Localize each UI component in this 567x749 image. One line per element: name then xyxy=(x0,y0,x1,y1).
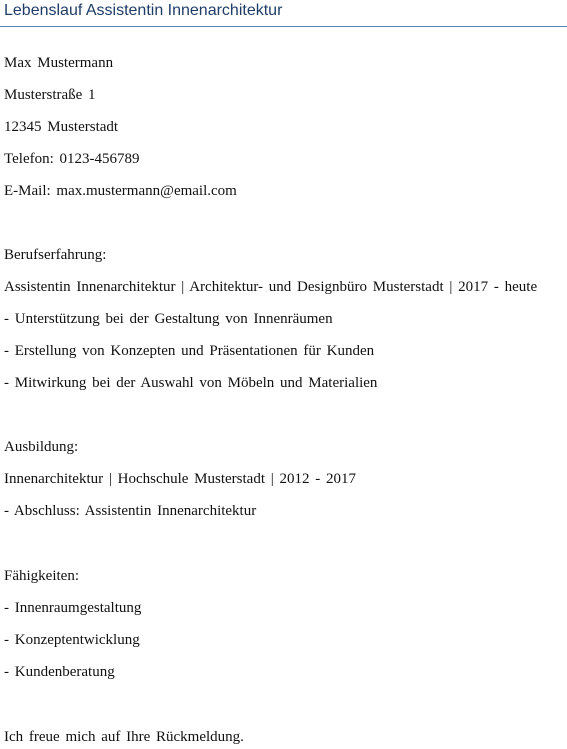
document-title: Lebenslauf Assistentin Innenarchitektur xyxy=(4,2,283,19)
experience-item: - Unterstützung bei der Gestaltung von Innenräumen xyxy=(4,311,333,327)
skill-item: - Kundenberatung xyxy=(4,664,115,680)
skill-item: - Konzeptentwicklung xyxy=(4,632,140,648)
experience-position: Assistentin Innenarchitektur | Architektur- und Designbüro Musterstadt | 2017 - heute xyxy=(4,279,538,295)
education-heading: Ausbildung: xyxy=(4,439,79,455)
contact-name: Max Mustermann xyxy=(4,55,114,71)
education-item: - Abschluss: Assistentin Innenarchitektur xyxy=(4,503,257,519)
closing-text: Ich freue mich auf Ihre Rückmeldung. xyxy=(4,729,244,745)
skills-heading: Fähigkeiten: xyxy=(4,568,79,584)
skill-item: - Innenraumgestaltung xyxy=(4,600,142,616)
experience-item: - Erstellung von Konzepten und Präsentationen für Kunden xyxy=(4,343,375,359)
experience-item: - Mitwirkung bei der Auswahl von Möbeln und Materialien xyxy=(4,375,378,391)
contact-email: E-Mail: max.mustermann@email.com xyxy=(4,183,237,199)
contact-street: Musterstraße 1 xyxy=(4,87,96,103)
title-divider xyxy=(0,26,567,27)
education-entry: Innenarchitektur | Hochschule Musterstadt | 2012 - 2017 xyxy=(4,471,357,487)
contact-city: 12345 Musterstadt xyxy=(4,119,119,135)
experience-heading: Berufserfahrung: xyxy=(4,247,107,263)
contact-phone: Telefon: 0123-456789 xyxy=(4,151,140,167)
